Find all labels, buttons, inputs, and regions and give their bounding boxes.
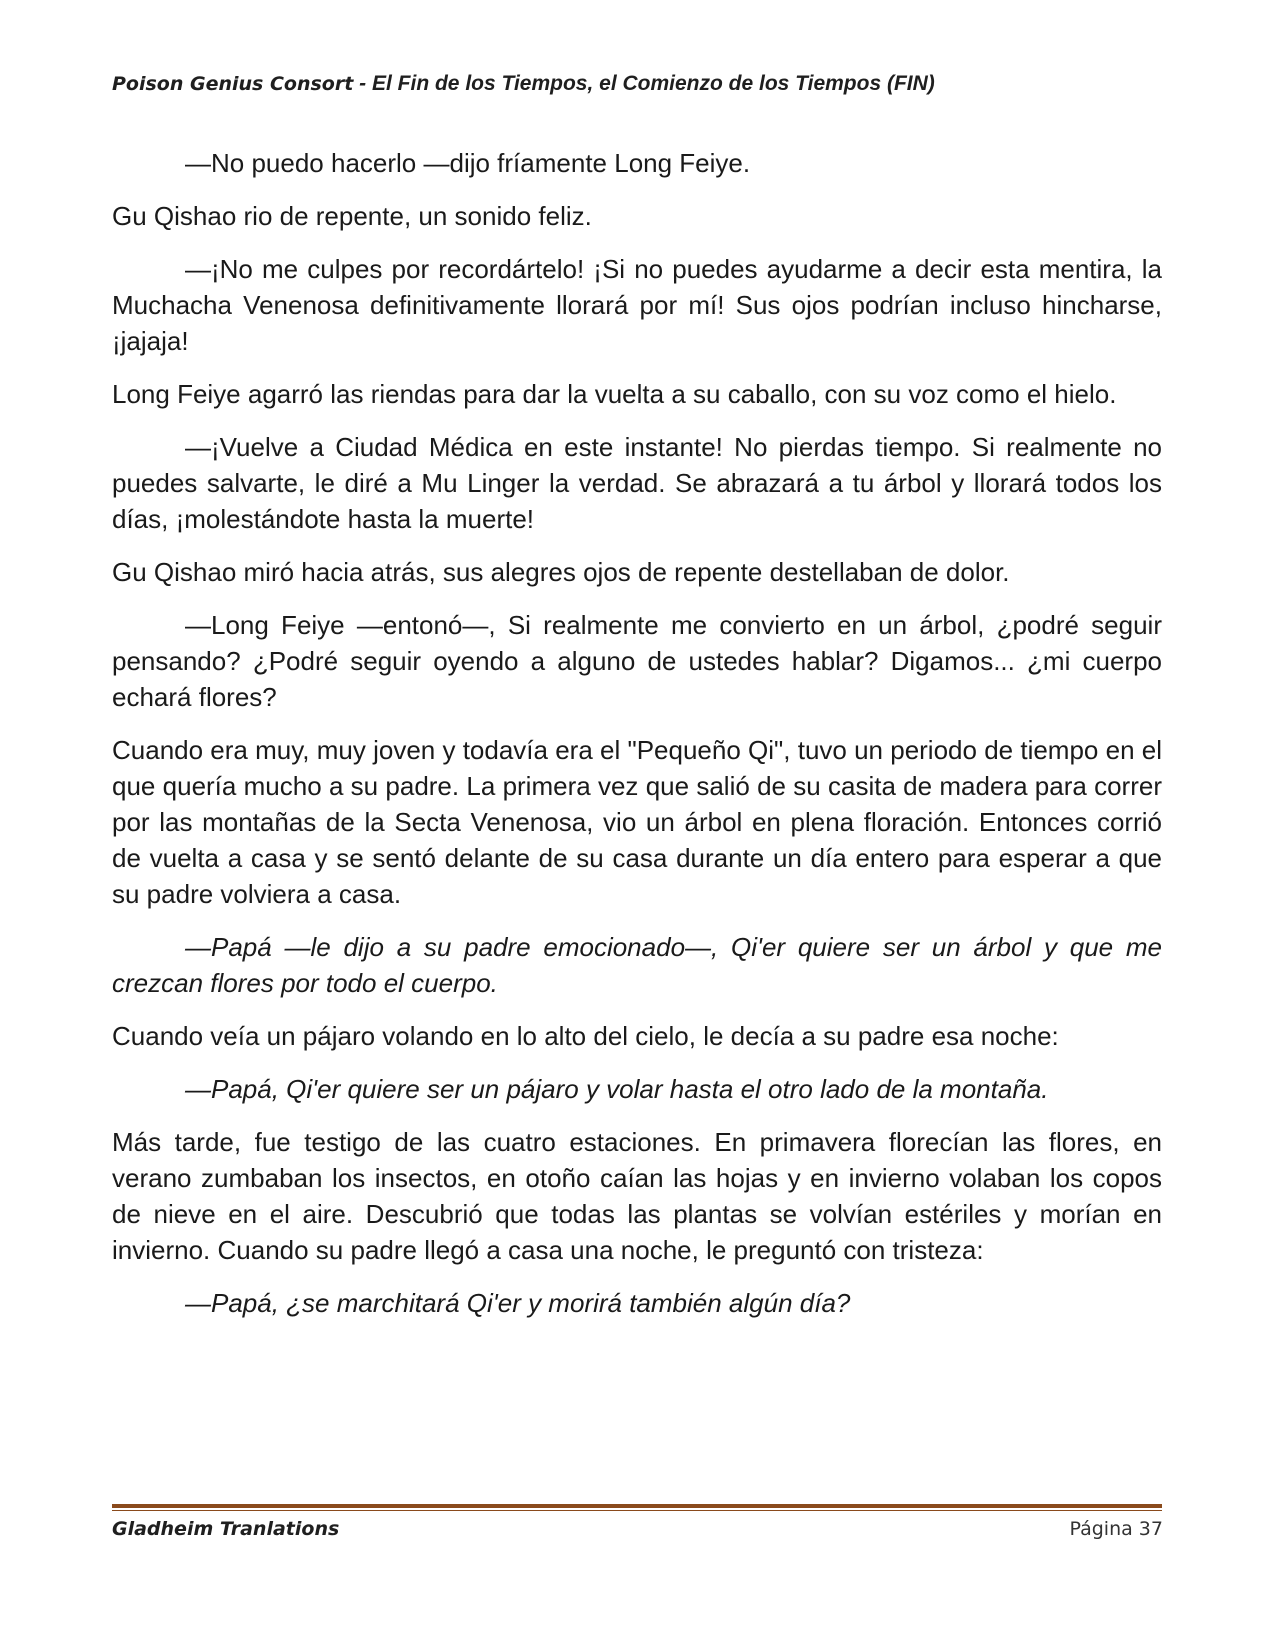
page-header xyxy=(112,72,1172,96)
paragraph: Cuando era muy, muy joven y todavía era el "Pequeño Qi", tuvo un periodo de tiempo en el que quería mucho a su padre. La primera vez que salió de su casita de madera para correr por las montañas de la Secta Venenosa, vio un árbol en plena floración. Entonces corrió de vuelta a casa y se sentó delante de su casa durante un día entero para esperar a que su padre volviera a casa. xyxy=(112,735,1162,909)
header-separator: - xyxy=(353,72,372,95)
footer-publisher: Gladheim Tranlations xyxy=(112,1518,340,1540)
page-body xyxy=(112,145,1162,1338)
paragraph: Cuando veía un pájaro volando en lo alto del cielo, le decía a su padre esa noche: xyxy=(112,1021,1059,1051)
paragraph-italic: —Papá —le dijo a su padre emocionado—, Qi'er quiere ser un árbol y que me crezcan flores por todo el cuerpo. xyxy=(112,932,1162,998)
paragraph-italic: —Papá, ¿se marchitará Qi'er y morirá también algún día? xyxy=(185,1288,851,1318)
paragraph: —Long Feiye —entonó—, Si realmente me convierto en un árbol, ¿podré seguir pensando? ¿Podré seguir oyendo a alguno de ustedes hablar? Digamos... ¿mi cuerpo echará flores? xyxy=(112,610,1162,712)
paragraph: Gu Qishao miró hacia atrás, sus alegres ojos de repente destellaban de dolor. xyxy=(112,557,1010,587)
page-number: Página 37 xyxy=(1069,1518,1163,1540)
paragraph-italic: —Papá, Qi'er quiere ser un pájaro y volar hasta el otro lado de la montaña. xyxy=(185,1074,1049,1104)
header-series: Poison Genius Consort xyxy=(112,73,354,95)
paragraph: Long Feiye agarró las riendas para dar la vuelta a su caballo, con su voz como el hielo. xyxy=(112,379,1117,409)
footer-rule-thick xyxy=(112,1504,1162,1508)
paragraph: —¡No me culpes por recordártelo! ¡Si no puedes ayudarme a decir esta mentira, la Muchacha Venenosa definitivamente llorará por mí! Sus ojos podrían incluso hincharse, ¡jajaja! xyxy=(112,254,1162,356)
footer-rule-thin xyxy=(112,1510,1162,1511)
paragraph: Gu Qishao rio de repente, un sonido feliz. xyxy=(112,201,592,231)
header-chapter: El Fin de los Tiempos, el Comienzo de los Tiempos (FIN) xyxy=(371,72,935,95)
paragraph: Más tarde, fue testigo de las cuatro estaciones. En primavera florecían las flores, en verano zumbaban los insectos, en otoño caían las hojas y en invierno volaban los copos de nieve en el aire. Descubrió que todas las plantas se volvían estériles y morían en invierno. Cuando su padre llegó a casa una noche, le preguntó con tristeza: xyxy=(112,1127,1162,1265)
paragraph: —No puedo hacerlo —dijo fríamente Long Feiye. xyxy=(185,148,751,178)
paragraph: —¡Vuelve a Ciudad Médica en este instante! No pierdas tiempo. Si realmente no puedes salvarte, le diré a Mu Linger la verdad. Se abrazará a tu árbol y llorará todos los días, ¡molestándote hasta la muerte! xyxy=(112,432,1162,534)
